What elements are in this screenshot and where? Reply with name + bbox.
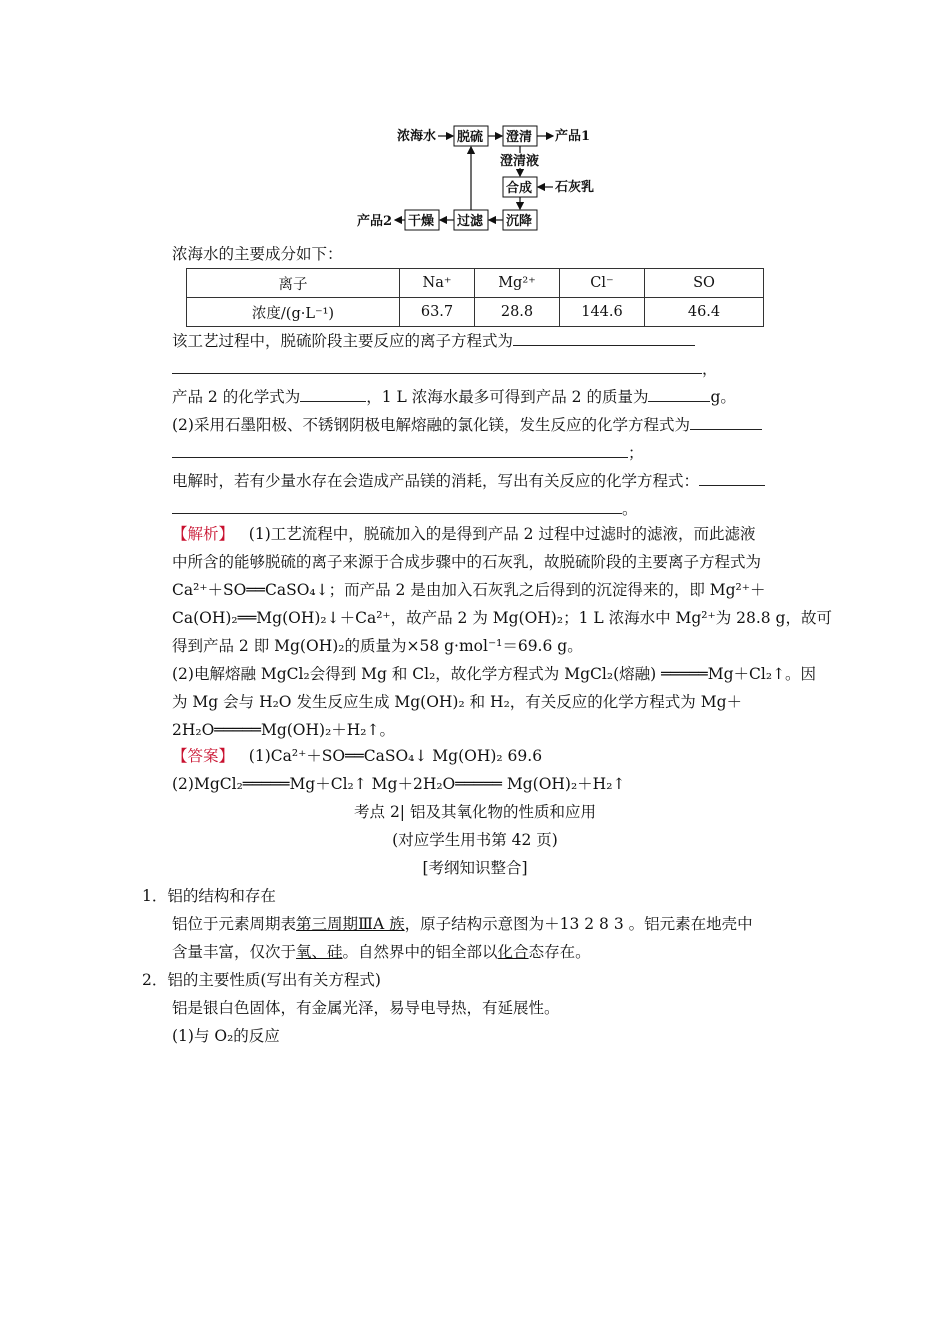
flow-node-desulfurize: 脱硫 <box>457 130 484 145</box>
table-header: 离子 <box>187 269 400 298</box>
question-line: ； <box>172 439 644 467</box>
flow-node-settle: 沉降 <box>506 214 533 229</box>
answer-blank <box>300 387 366 402</box>
body-text: 含量丰富，仅次于 <box>172 943 297 961</box>
table-cell: 28.8 <box>475 298 560 327</box>
answer-text: (1)Ca²⁺＋SO══CaSO₄↓ Mg(OH)₂ 69.6 <box>248 747 543 765</box>
process-flow-diagram <box>355 118 615 236</box>
underlined-answer: 第三周期ⅢA 族 <box>296 915 405 933</box>
question-text: ，1 L 浓海水最多可得到产品 2 的质量为 <box>366 388 649 406</box>
question-line <box>172 411 762 439</box>
underlined-answer: 氧、硅 <box>296 943 343 961</box>
answer-tag: 【答案】 <box>172 747 235 765</box>
answer-blank <box>172 443 628 458</box>
question-text: 电解时，若有少量水存在会造成产品镁的消耗，写出有关反应的化学方程式： <box>172 472 700 490</box>
section-title: 考点 2| 铝及其氧化物的性质和应用 <box>354 803 596 821</box>
question-line <box>172 327 695 355</box>
table-header: Na⁺ <box>400 269 475 298</box>
section-subtitle: (对应学生用书第 42 页) <box>392 831 558 849</box>
question-text: 该工艺过程中，脱硫阶段主要反应的离子方程式为 <box>172 332 514 350</box>
composition-table <box>186 268 764 327</box>
table-cell: 浓度/(g·L⁻¹) <box>187 298 400 327</box>
answer-blank <box>172 359 702 374</box>
body-text: 铝位于元素周期表 <box>172 915 297 933</box>
answer-blank <box>690 415 762 430</box>
analysis-tag: 【解析】 <box>172 525 235 543</box>
body-line: (1)与 O₂的反应 <box>172 1027 280 1045</box>
question-text: g。 <box>710 388 736 406</box>
flow-node-seawater: 浓海水 <box>397 129 437 144</box>
table-cell: 63.7 <box>400 298 475 327</box>
analysis-line: (2)电解熔融 MgCl₂会得到 Mg 和 Cl₂，故化学方程式为 MgCl₂(熔融) ═════Mg＋Cl₂↑。因 <box>172 665 817 683</box>
flow-node-synthesis: 合成 <box>506 181 533 196</box>
underlined-answer: 化合 <box>497 943 529 961</box>
analysis-text: (1)工艺流程中，脱硫加入的是得到产品 2 过程中过滤时的滤液，而此滤液 <box>248 525 756 543</box>
body-text: 。自然界中的铝全部以 <box>342 943 498 961</box>
flow-node-product2: 产品2 <box>357 214 393 229</box>
table-header: Mg²⁺ <box>475 269 560 298</box>
body-line: 铝是银白色固体，有金属光泽，易导电导热，有延展性。 <box>172 999 560 1017</box>
question-line <box>172 467 765 495</box>
body-line <box>172 910 753 938</box>
body-line <box>172 938 591 966</box>
analysis-line: Ca(OH)₂══Mg(OH)₂↓＋Ca²⁺，故产品 2 为 Mg(OH)₂；1 L 浓海水中 Mg²⁺为 28.8 g，故可 <box>172 609 832 627</box>
question-line: ， <box>172 355 718 383</box>
table-header: SO <box>645 269 764 298</box>
flow-node-dry: 干燥 <box>408 214 435 229</box>
analysis-line <box>172 520 755 548</box>
table-cell: 144.6 <box>560 298 645 327</box>
question-line <box>172 383 736 411</box>
answer-blank <box>648 387 710 402</box>
question-line: 。 <box>172 495 638 523</box>
flow-node-filter: 过滤 <box>457 214 484 229</box>
analysis-line: 2H₂O═════Mg(OH)₂＋H₂↑。 <box>172 721 396 739</box>
flow-node-lime-milk: 石灰乳 <box>555 180 595 195</box>
flow-node-product1: 产品1 <box>555 129 591 144</box>
analysis-line: 中所含的能够脱硫的离子来源于合成步骤中的石灰乳，故脱硫阶段的主要离子方程式为 <box>172 553 762 571</box>
flow-node-clarify: 澄清 <box>506 130 533 145</box>
answer-line <box>172 742 542 770</box>
section-subtitle: [考纲知识整合] <box>422 859 528 877</box>
heading: 1．铝的结构和存在 <box>142 887 276 905</box>
analysis-line: Ca²⁺＋SO══CaSO₄↓；而产品 2 是由加入石灰乳之后得到的沉淀得来的，即 Mg²⁺＋ <box>172 581 766 599</box>
answer-blank <box>513 331 695 346</box>
analysis-line: 得到产品 2 即 Mg(OH)₂的质量为×58 g·mol⁻¹＝69.6 g。 <box>172 637 583 655</box>
analysis-line: 为 Mg 会与 H₂O 发生反应生成 Mg(OH)₂ 和 H₂，有关反应的化学方程式为 Mg＋ <box>172 693 742 711</box>
answer-blank <box>699 471 765 486</box>
question-text: (2)采用石墨阳极、不锈钢阴极电解熔融的氯化镁，发生反应的化学方程式为 <box>172 416 690 434</box>
intro-text: 浓海水的主要成分如下： <box>172 245 343 263</box>
body-text: ，原子结构示意图为＋13 2 8 3 。铝元素在地壳中 <box>404 915 753 933</box>
table-cell: 46.4 <box>645 298 764 327</box>
table-header: Cl⁻ <box>560 269 645 298</box>
heading: 2．铝的主要性质(写出有关方程式) <box>142 971 381 989</box>
body-text: 态存在。 <box>528 943 591 961</box>
question-text: 产品 2 的化学式为 <box>172 388 301 406</box>
answer-line: (2)MgCl₂═════Mg＋Cl₂↑ Mg＋2H₂O═════ Mg(OH)₂＋H₂↑ <box>172 775 626 793</box>
answer-blank <box>172 499 622 514</box>
flow-node-clear-liquid: 澄清液 <box>500 154 540 169</box>
